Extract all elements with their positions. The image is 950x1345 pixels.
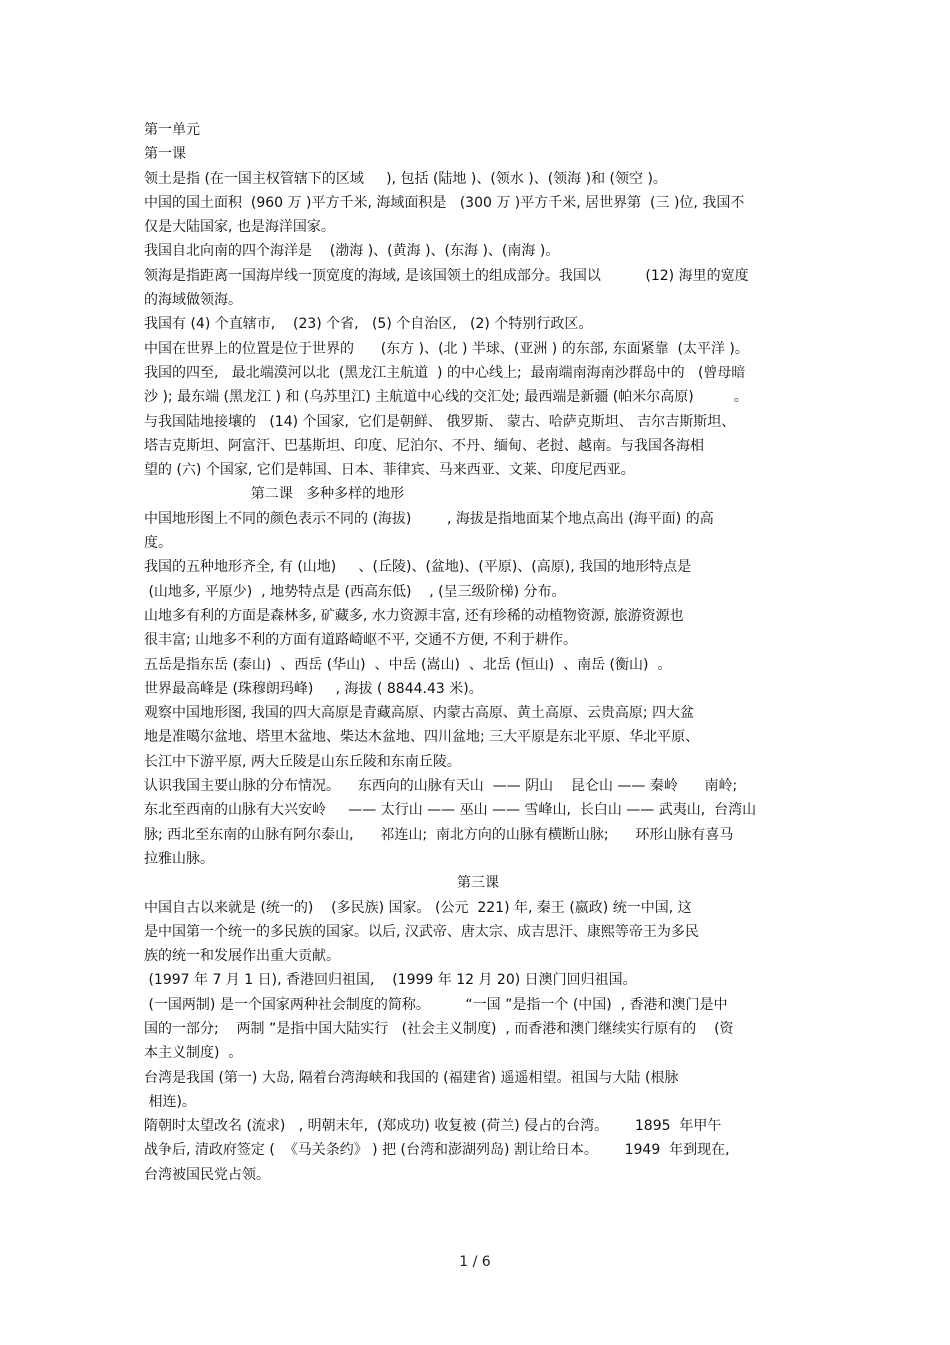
text-line: 领土是指 (在一国主权管辖下的区域 ), 包括 (陆地 )、(领水 )、(领海 )和 (领空 )。 xyxy=(144,170,667,187)
text-line: 的海域做领海。 xyxy=(144,292,242,309)
text-line: 族的统一和发展作出重大贡献。 xyxy=(144,948,340,965)
text-line: 是中国第一个统一的多民族的国家。以后, 汉武帝、唐太宗、成吉思汗、康熙等帝王为多民 xyxy=(144,923,699,940)
text-line: 与我国陆地接壤的 (14) 个国家, 它们是朝鲜、 俄罗斯、 蒙古、哈萨克斯坦、 吉尔吉斯斯坦、 xyxy=(144,413,736,430)
text-line: 国的一部分; 两制 ”是指中国大陆实行 (社会主义制度) , 而香港和澳门继续实行原有的 (资 xyxy=(144,1020,734,1037)
text-line: 度。 xyxy=(144,535,172,552)
text-line: 第三课 xyxy=(457,875,499,892)
text-line: 长江中下游平原, 两大丘陵是山东丘陵和东南丘陵。 xyxy=(144,753,461,770)
text-line: 很丰富; 山地多不利的方面有道路崎岖不平, 交通不方便, 不利于耕作。 xyxy=(144,632,577,649)
text-line: 脉; 西北至东南的山脉有阿尔泰山, 祁连山; 南北方向的山脉有横断山脉; 环形山脉有喜马 xyxy=(144,826,734,843)
text-line: (1997 年 7 月 1 日), 香港回归祖国, (1999 年 12 月 20) 日澳门回归祖国。 xyxy=(144,972,637,989)
text-line: 五岳是指东岳 (泰山) 、西岳 (华山) 、中岳 (嵩山) 、北岳 (恒山) 、南岳 (衡山) 。 xyxy=(144,656,672,673)
text-line: 中国在世界上的位置是位于世界的 (东方 )、(北 ) 半球、(亚洲 ) 的东部, 东面紧靠 (太平洋 )。 xyxy=(144,340,749,357)
text-line: (一国两制) 是一个国家两种社会制度的简称。 “一国 ”是指一个 (中国) , 香港和澳门是中 xyxy=(144,996,728,1013)
text-line: 中国地形图上不同的颜色表示不同的 (海拔) , 海拔是指地面某个地点高出 (海平面) 的高 xyxy=(144,510,714,527)
text-line: 认识我国主要山脉的分布情况。 东西向的山脉有天山 —— 阴山 昆仑山 —— 秦岭 南岭; xyxy=(144,778,738,795)
text-line: 我国有 (4) 个直辖市, (23) 个省, (5) 个自治区, (2) 个特别行政区。 xyxy=(144,316,593,333)
text-line: (山地多, 平原少) , 地势特点是 (西高东低) , (呈三级阶梯) 分布。 xyxy=(144,583,566,600)
text-line: 山地多有利的方面是森林多, 矿藏多, 水力资源丰富, 还有珍稀的动植物资源, 旅游资源也 xyxy=(144,607,684,624)
text-line: 第一单元 xyxy=(144,122,200,138)
text-line: 领海是指距离一国海岸线一顶宽度的海域, 是该国领土的组成部分。我国以 (12) 海里的宽度 xyxy=(144,267,749,284)
text-line: 第一课 xyxy=(144,146,186,163)
text-line: 第二课 多种多样的地形 xyxy=(144,486,405,503)
text-line: 我国自北向南的四个海洋是 (渤海 )、(黄海 )、(东海 )、(南海 )。 xyxy=(144,243,560,260)
text-line: 中国的国土面积 (960 万 )平方千米, 海域面积是 (300 万 )平方千米, 居世界第 (三 )位, 我国不 xyxy=(144,194,745,211)
text-line: 本主义制度) 。 xyxy=(144,1045,243,1062)
text-line: 塔吉克斯坦、阿富汗、巴基斯坦、印度、尼泊尔、不丹、缅甸、老挝、越南。与我国各海相 xyxy=(144,437,704,454)
text-line: 中国自古以来就是 (统一的) (多民族) 国家。 (公元 221) 年, 秦王 (嬴政) 统一中国, 这 xyxy=(144,899,692,916)
text-line: 沙 ); 最东端 (黑龙江 ) 和 (乌苏里江) 主航道中心线的交汇处; 最西端是新疆 (帕米尔高原) 。 xyxy=(144,389,748,406)
text-line: 相连)。 xyxy=(144,1093,196,1110)
text-line: 我国的五种地形齐全, 有 (山地) 、(丘陵)、(盆地)、(平原)、(高原), 我国的地形特点是 xyxy=(144,559,692,576)
text-line: 望的 (六) 个国家, 它们是韩国、日本、菲律宾、马来西亚、文莱、印度尼西亚。 xyxy=(144,462,635,479)
text-line: 隋朝时太望改名 (流求) , 明朝末年, (郑成功) 收复被 (荷兰) 侵占的台湾。 1895 年甲午 xyxy=(144,1118,722,1135)
text-line: 战争后, 清政府签定 ( 《马关条约》 ) 把 (台湾和澎湖列岛) 割让给日本。 1949 年到现在, xyxy=(144,1142,730,1159)
text-line: 世界最高峰是 (珠穆朗玛峰) , 海拔 ( 8844.43 米)。 xyxy=(144,680,483,697)
text-line: 观察中国地形图, 我国的四大高原是青藏高原、内蒙古高原、黄土高原、云贵高原; 四大盆 xyxy=(144,705,695,722)
text-line: 仅是大陆国家, 也是海洋国家。 xyxy=(144,219,335,236)
text-line: 我国的四至, 最北端漠河以北 (黑龙江主航道 ) 的中心线上; 最南端南海南沙群岛中的 (曾母暗 xyxy=(144,364,746,381)
text-line: 拉雅山脉。 xyxy=(144,850,214,867)
page-number: 1 / 6 xyxy=(459,1254,491,1270)
text-line: 地是准噶尔盆地、塔里木盆地、柴达木盆地、四川盆地; 三大平原是东北平原、华北平原、 xyxy=(144,729,700,746)
text-line: 台湾被国民党占领。 xyxy=(144,1166,270,1183)
text-line: 台湾是我国 (第一) 大岛, 隔着台湾海峡和我国的 (福建省) 遥遥相望。祖国与大陆 (根脉 xyxy=(144,1069,679,1086)
document-body xyxy=(144,118,812,1187)
text-line: 东北至西南的山脉有大兴安岭 —— 太行山 —— 巫山 —— 雪峰山, 长白山 —— 武夷山, 台湾山 xyxy=(144,802,757,819)
